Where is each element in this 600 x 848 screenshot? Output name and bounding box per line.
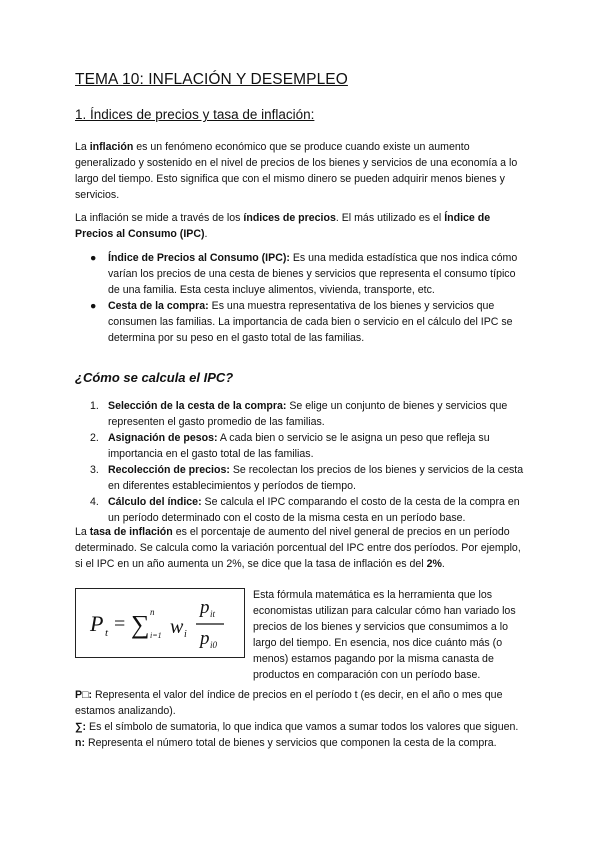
inflation-rate-paragraph: La tasa de inflación es el porcentaje de aumento del nivel general de precios en un período determinado. Se calcula como la variación porcentual del IPC entre dos períodos. Por ejemplo, si el IPC en un año aumenta un 2%, se dice que la tasa de inflación es del 2%. [75, 526, 521, 570]
formula-definitions [75, 687, 530, 751]
page-title: TEMA 10: INFLACIÓN Y DESEMPLEO [75, 71, 348, 88]
definition-item: ∑: Es el símbolo de sumatoria, lo que indica que vamos a sumar todos los valores que siguen. [75, 721, 519, 733]
price-index-intro: La inflación se mide a través de los índices de precios. El más utilizado es el Índice de Precios al Consumo (IPC). [75, 212, 491, 240]
svg-text:∑: ∑ [131, 610, 150, 639]
svg-text:i=1: i=1 [150, 631, 162, 640]
inflation-definition: La inflación es un fenómeno económico que se produce cuando existe un aumento generalizado y sostenido en el nivel de precios de los bienes y servicios de una economía a lo largo del tiempo. Esto significa que con el mismo dinero se pueden adquirir menos bienes y servicios. [75, 141, 518, 201]
svg-text:w: w [170, 616, 184, 638]
svg-text:t: t [105, 627, 109, 639]
svg-text:n: n [150, 607, 155, 617]
definitions-list [90, 250, 530, 346]
svg-text:i0: i0 [210, 640, 218, 650]
svg-text:i: i [184, 629, 187, 640]
list-item: 4. Cálculo del índice: Se calcula el IPC comparando el costo de la cesta de la compra en un período determinado con el costo de la misma cesta en un período base. [90, 496, 520, 524]
bullet-icon: ● [90, 300, 97, 312]
svg-text:p: p [200, 597, 210, 618]
svg-text:P: P [90, 611, 104, 636]
list-item: ● Índice de Precios al Consumo (IPC): Es una medida estadística que nos indica cómo varían los precios de una cesta de bienes y servicios que representa el consumo típico de una familia. Esta cesta incluye alimentos, vivienda, transporte, etc. [90, 252, 518, 296]
list-item: 2. Asignación de pesos: A cada bien o servicio se le asigna un peso que refleja su importancia en el gasto total de las familias. [90, 432, 490, 460]
list-item: 3. Recolección de precios: Se recolectan los precios de los bienes y servicios de la cesta en diferentes establecimientos y períodos de tiempo. [90, 464, 524, 492]
list-item: 1. Selección de la cesta de la compra: Se elige un conjunto de bienes y servicios que representen el gasto promedio de las familias. [90, 400, 508, 428]
formula-explanation: Esta fórmula matemática es la herramienta que los economistas utilizan para calcular cómo han variado los precios de los bienes y servicios que consumimos a lo largo del tiempo. En esencia, nos dice cuánto más (o menos) estamos pagando por la misma canasta de productos en comparación con un período base. [253, 589, 516, 681]
bullet-icon: ● [90, 252, 97, 264]
steps-list [90, 398, 530, 526]
svg-text:=: = [114, 613, 126, 635]
section-heading: 1. Índices de precios y tasa de inflación: [75, 107, 315, 122]
price-index-formula [76, 589, 244, 657]
formula-image [75, 588, 245, 658]
definition-item: P□: Representa el valor del índice de precios en el período t (es decir, en el año o mes que estamos analizando). [75, 689, 503, 717]
list-item: ● Cesta de la compra: Es una muestra representativa de los bienes y servicios que consumen las familias. La importancia de cada bien o servicio en el cálculo del IPC se determina por su peso en el gasto total de las familias. [90, 300, 513, 344]
definition-item: n: Representa el número total de bienes y servicios que componen la cesta de la compra. [75, 737, 497, 749]
svg-text:p: p [200, 628, 210, 649]
subheading: ¿Cómo se calcula el IPC? [75, 370, 234, 385]
svg-text:it: it [210, 609, 216, 619]
